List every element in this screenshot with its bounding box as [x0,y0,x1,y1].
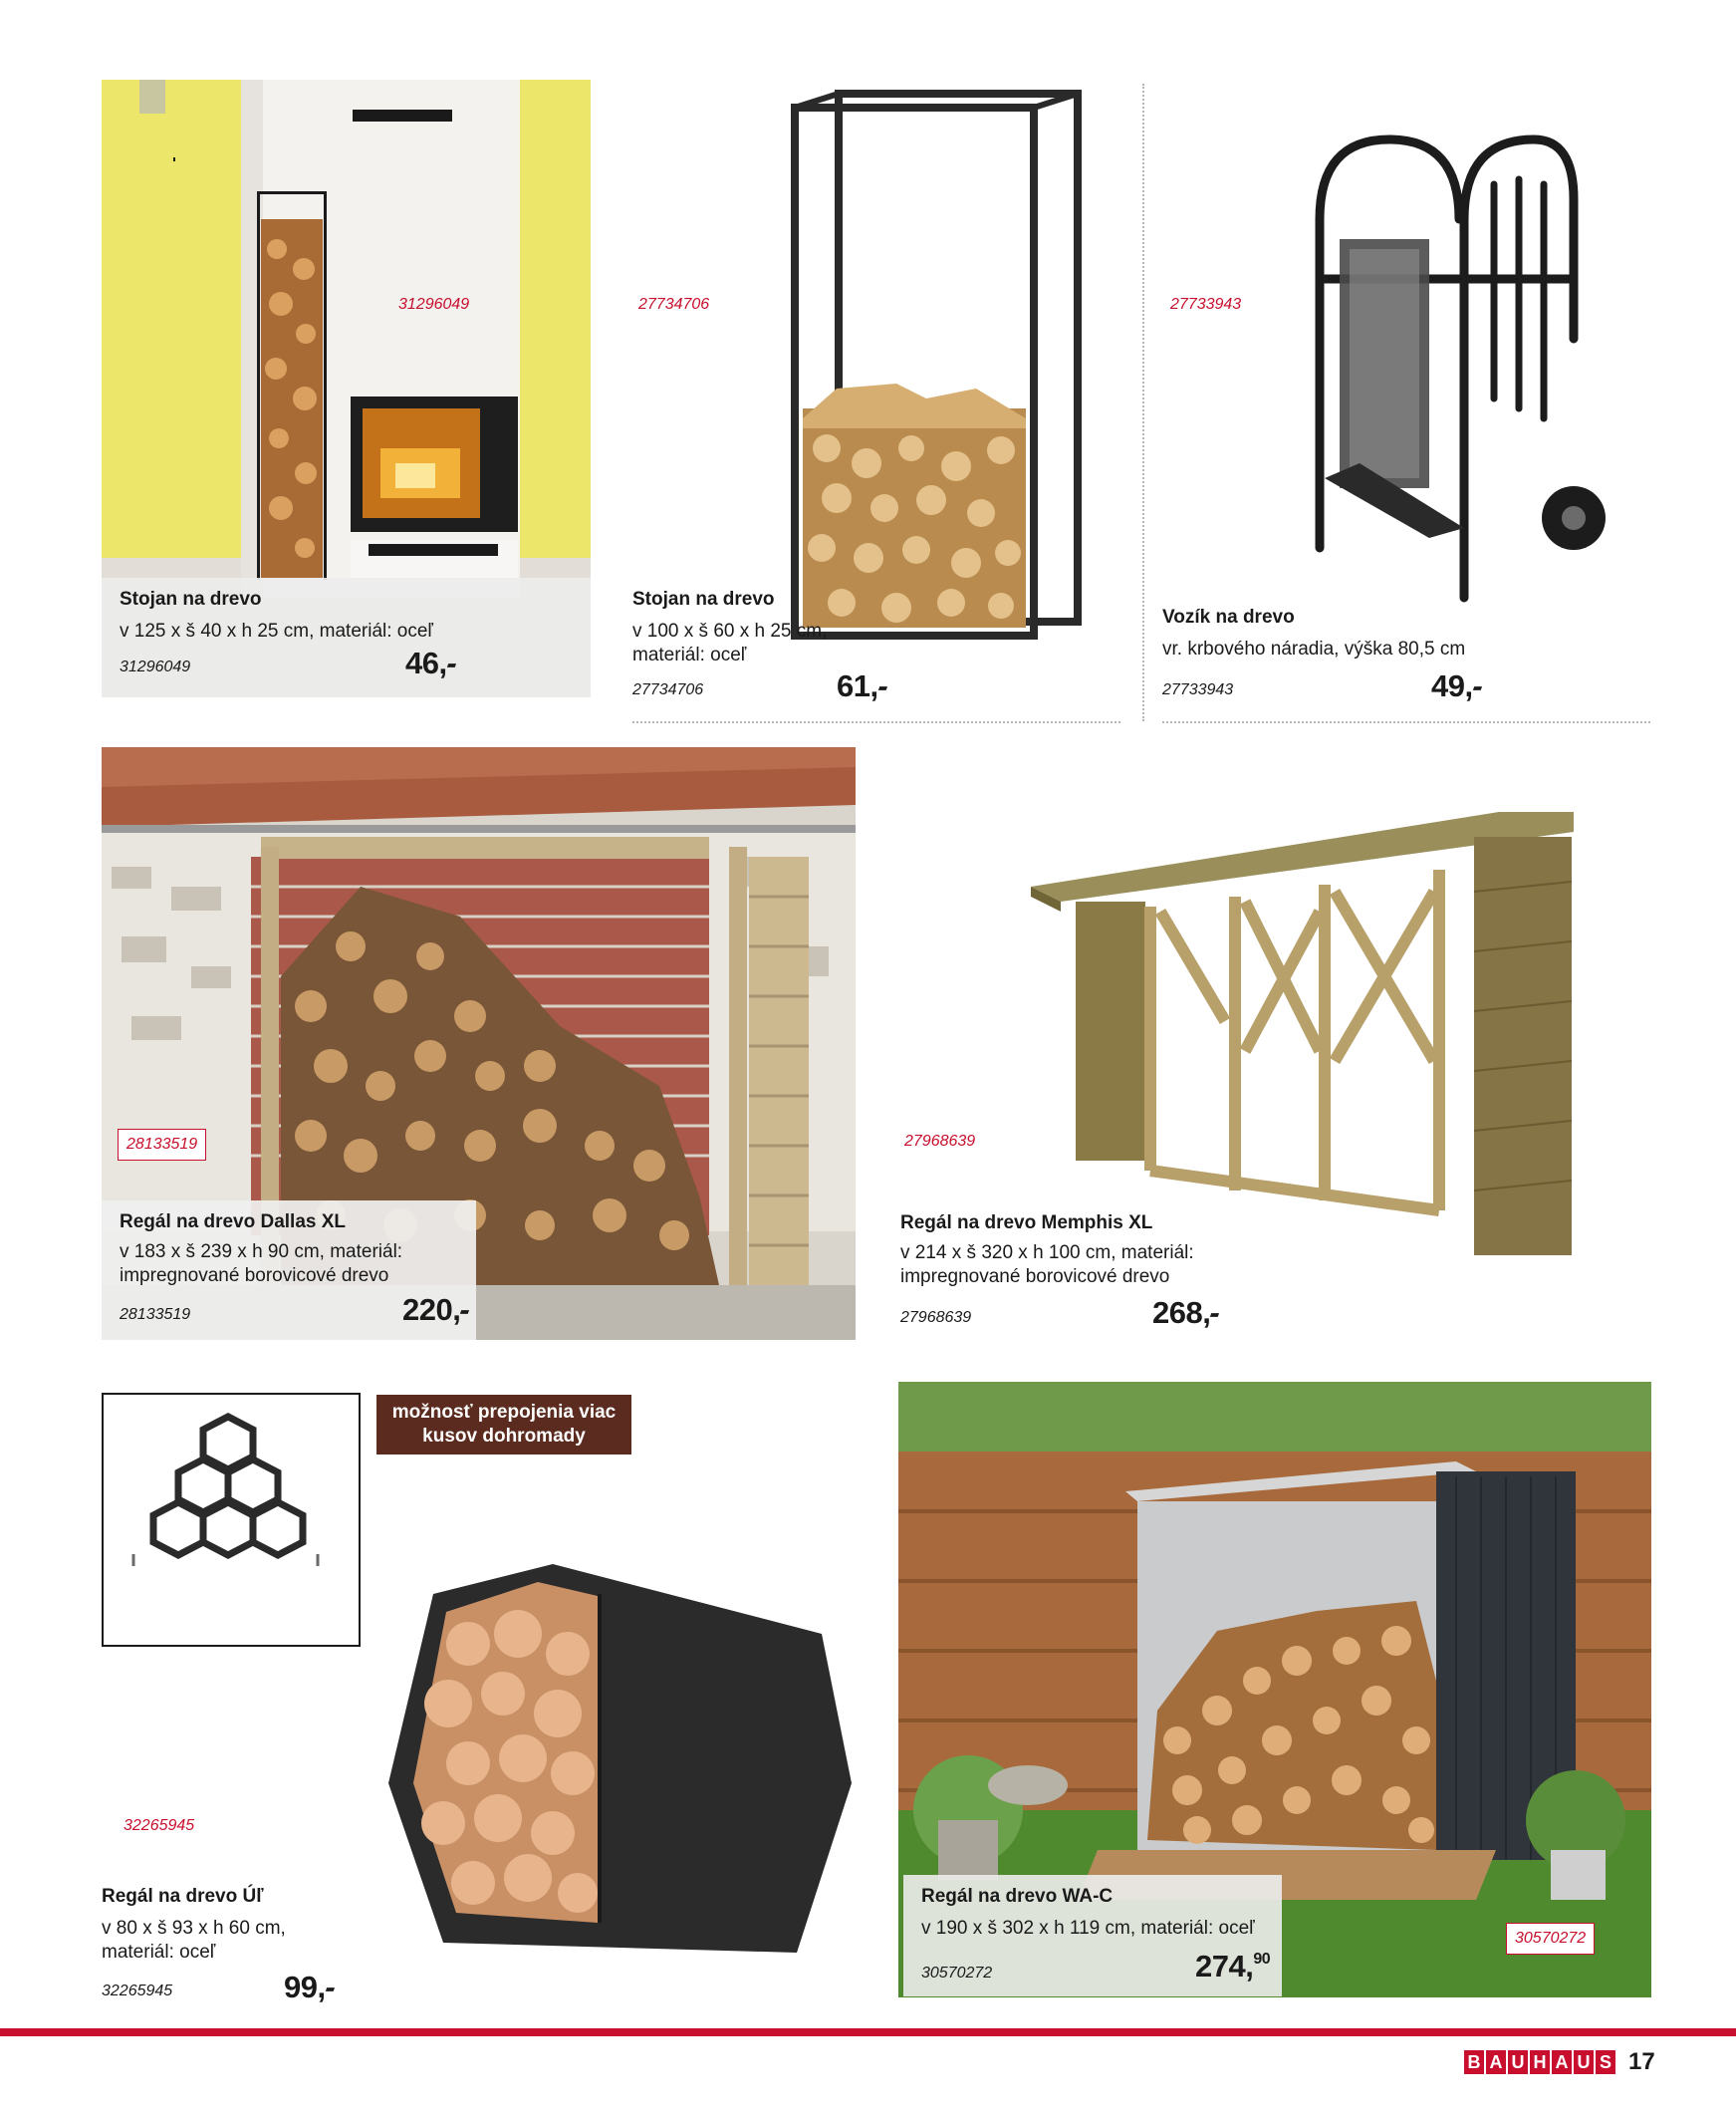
product-price: 274,90 [1195,1949,1271,1984]
firewood-cart-illustration [1300,130,1618,603]
product-sku: 27968639 [900,1309,972,1326]
log-rack-illustration [777,90,1086,658]
product-name: Regál na drevo WA-C [921,1886,1114,1907]
column-divider [1142,84,1144,721]
product-sku-tag: 32265945 [124,1817,195,1834]
wood-shelter-illustration [1021,802,1579,1265]
product-description-line2: impregnované borovicové drevo [120,1265,389,1286]
hexagon-stack-illustration [104,1395,359,1645]
product-info-panel [102,578,591,697]
logo-letter: U [1508,2050,1528,2074]
product-sku-tag: 27734706 [638,296,710,313]
product-description-line1: v 183 x š 239 x h 90 cm, materiál: [120,1241,403,1262]
product-sku-tag: 28133519 [118,1129,206,1161]
product-sku: 32265945 [102,1983,173,1999]
product-description: vr. krbového náradia, výška 80,5 cm [1162,639,1466,660]
product-info [900,1211,1319,1289]
product-price: 220,- [402,1292,477,1327]
row-divider [1162,721,1650,723]
product-name: Vozík na drevo [1162,607,1295,628]
product-sku: 27733943 [1162,681,1234,698]
product-description-line2: materiál: oceľ [632,645,747,665]
product-name: Stojan na drevo [632,589,775,610]
product-sku: 27734706 [632,681,704,698]
logo-letter: B [1464,2050,1484,2074]
product-description: v 190 x š 302 x h 119 cm, materiál: oceľ [921,1918,1255,1939]
logo-letter: S [1596,2050,1615,2074]
product-description-line2: materiál: oceľ [102,1942,216,1963]
product-image-regal-ul [388,1564,857,1973]
product-name: Regál na drevo Dallas XL [120,1211,347,1232]
product-price: 46,- [405,646,463,680]
bauhaus-logo [1464,2050,1615,2074]
product-price: 268,- [1152,1295,1227,1330]
product-price: 99,- [284,1970,342,2004]
hexagon-wood-rack-illustration [388,1564,857,1973]
page-number: 17 [1628,2048,1655,2075]
product-info [1162,606,1601,661]
product-image-stojan-rack [777,90,1086,658]
logo-letter: A [1486,2050,1506,2074]
product-sku: 30570272 [921,1965,993,1982]
product-price: 61,- [837,668,894,703]
row-divider [632,721,1120,723]
badge-line1: možnosť prepojenia viac [391,1402,617,1423]
product-name: Stojan na drevo [120,589,262,610]
product-description-line1: v 100 x š 60 x h 25 cm, [632,621,828,642]
product-sku-tag: 30570272 [1506,1923,1595,1955]
logo-letter: H [1530,2050,1550,2074]
product-info [102,1885,400,1965]
product-description-line2: impregnované borovicové drevo [900,1266,1170,1287]
product-sku-tag: 27733943 [1170,296,1242,313]
logo-letter: U [1574,2050,1594,2074]
product-info [632,588,931,667]
product-image-memphis-xl [1021,802,1579,1265]
product-name: Regál na drevo Memphis XL [900,1212,1153,1233]
product-info-panel [102,1200,476,1340]
product-sku-tag: 31296049 [398,296,470,313]
footer-brand-line [0,2028,1736,2036]
product-price: 49,- [1431,668,1489,703]
badge-line2: kusov dohromady [422,1426,586,1447]
product-sku: 28133519 [120,1306,191,1323]
product-sku-tag: 27968639 [904,1133,976,1150]
product-description: v 125 x š 40 x h 25 cm, materiál: oceľ [120,621,433,642]
product-description-line1: v 80 x š 93 x h 60 cm, [102,1918,286,1939]
product-description-line1: v 214 x š 320 x h 100 cm, materiál: [900,1242,1194,1263]
product-sku: 31296049 [120,659,191,675]
logo-letter: A [1552,2050,1572,2074]
product-info-panel [903,1875,1282,1996]
product-name: Regál na drevo Úľ [102,1886,264,1907]
connection-note-badge [376,1395,631,1455]
product-thumbnail-hexagon-set [102,1393,361,1647]
product-image-vozik [1300,130,1618,603]
